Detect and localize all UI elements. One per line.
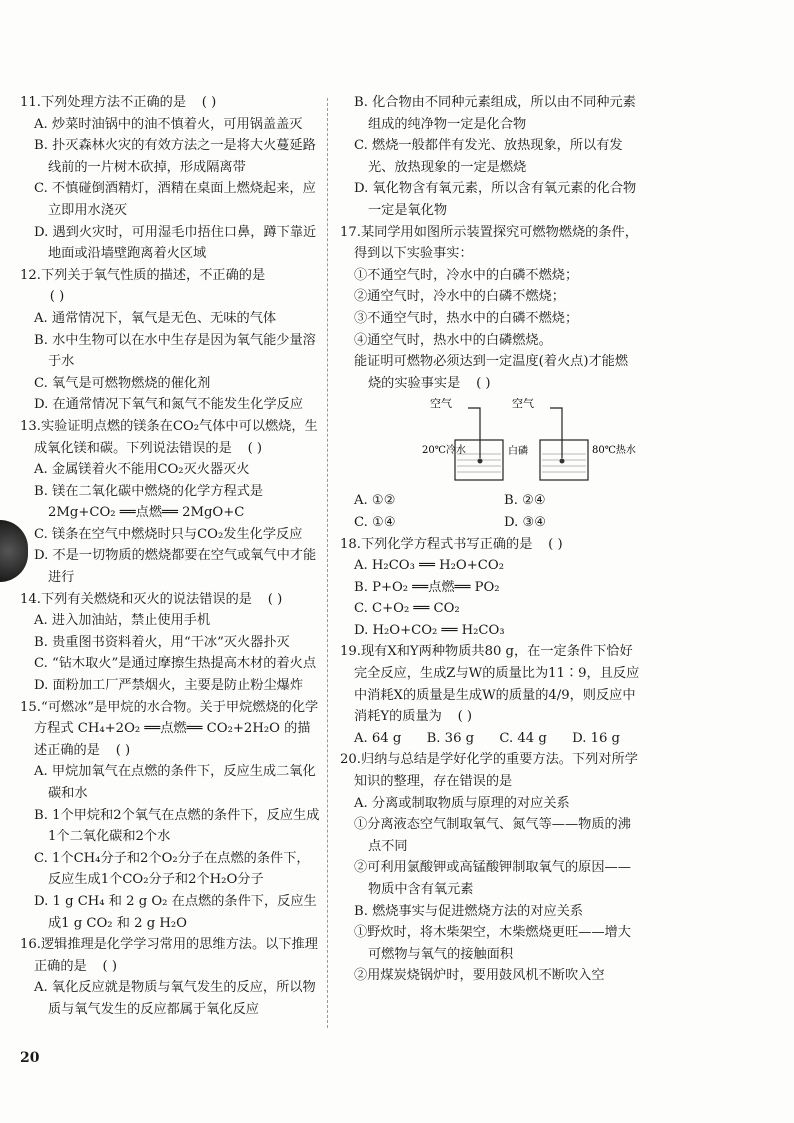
right-column <box>340 92 640 987</box>
option-d: D. ③④ <box>504 514 547 530</box>
option-a: A. 甲烷加氧气在点燃的条件下，反应生成二氧化碳和水 <box>34 764 316 801</box>
option-d: D. 在通常情况下氧气和氮气不能发生化学反应 <box>34 397 304 413</box>
experiment-figure <box>340 398 640 488</box>
label-white-phosphorus: 白磷 <box>508 446 528 458</box>
option-a-item-2: ②可利用氯酸钾或高锰酸钾制取氧气的原因——物质中含有氧元素 <box>354 860 631 897</box>
option-a: A. 通常情况下，氧气是无色、无味的气体 <box>34 310 277 326</box>
beaker-diagram <box>340 398 640 488</box>
question-stem: 14.下列有关燃烧和灭火的说法错误的是 <box>20 591 252 607</box>
option-c: C. 44 g <box>499 730 547 746</box>
question-14 <box>20 589 320 697</box>
option-a: A. 64 g <box>354 730 402 746</box>
question-stem: 11.下列处理方法不正确的是 <box>20 95 187 110</box>
fact-2: ②通空气时，冷水中的白磷不燃烧； <box>354 289 565 305</box>
left-column <box>20 92 320 1021</box>
answer-paren: ( ) <box>457 709 473 725</box>
question-ask: 能证明可燃物必须达到一定温度(着火点)才能燃烧的实验事实是 <box>354 354 629 391</box>
question-15 <box>20 697 320 935</box>
option-a: A. 炒菜时油锅中的油不慎着火，可用锅盖盖灭 <box>34 116 303 132</box>
question-stem: 19.现有X和Y两种物质共80 g，在一定条件下恰好完全反应，生成Z与W的质量比为11∶9，且反应中消耗X的质量是生成W的质量的4/9，则反应中消耗Y的质量为 <box>340 644 640 725</box>
option-d: D. 遇到火灾时，可用湿毛巾捂住口鼻，蹲下靠近地面或沿墙壁跑离着火区域 <box>34 224 317 262</box>
label-hot-water: 80℃热水 <box>592 445 636 457</box>
fact-4: ④通空气时，热水中的白磷燃烧。 <box>354 332 552 348</box>
option-d: D. 不是一切物质的燃烧都要在空气或氧气中才能进行 <box>34 548 317 586</box>
question-11 <box>20 92 320 265</box>
white-phosphorus-left <box>478 459 483 464</box>
question-13 <box>20 416 320 589</box>
option-c: C. “钻木取火”是通过摩擦生热提高木材的着火点 <box>34 656 317 672</box>
column-divider <box>327 98 328 1028</box>
fact-1: ①不通空气时，冷水中的白磷不燃烧； <box>354 267 579 283</box>
question-16 <box>20 934 320 1020</box>
option-c: C. 不慎碰倒酒精灯，酒精在桌面上燃烧起来，应立即用水浇灭 <box>34 181 316 218</box>
option-b-item-2: ②用煤炭烧锅炉时，要用鼓风机不断吹入空 <box>354 968 605 984</box>
option-c: C. ①④ <box>354 514 396 530</box>
answer-paren: ( ) <box>102 958 117 974</box>
option-b: B. 1个甲烷和2个氧气在点燃的条件下，反应生成1个二氧化碳和2个水 <box>34 807 320 845</box>
option-c: C. C+O₂ ══ CO₂ <box>354 601 460 617</box>
options-grid <box>340 490 640 533</box>
option-d: D. H₂O+CO₂ ══ H₂CO₃ <box>354 622 505 638</box>
option-a: A. 进入加油站，禁止使用手机 <box>34 613 211 629</box>
option-d: D. 16 g <box>572 730 620 746</box>
air-tube-right <box>550 408 562 458</box>
answer-paren: ( ) <box>201 95 217 110</box>
question-stem: 20.归纳与总结是学好化学的重要方法。下列对所学知识的整理，存在错误的是 <box>340 752 638 790</box>
label-cold-water: 20℃冷水 <box>422 445 466 457</box>
option-a: A. ①② <box>354 493 396 509</box>
page-number: 20 <box>20 1050 40 1066</box>
question-stem: 13.实验证明点燃的镁条在CO₂气体中可以燃烧，生成氧化镁和碳。下列说法错误的是 <box>20 418 318 456</box>
answer-paren: ( ) <box>49 289 65 305</box>
question-stem: 15.“可燃冰”是甲烷的水合物。关于甲烷燃烧的化学方程式 CH₄+2O₂ ══点燃══ CO₂+2H₂O 的描述正确的是 <box>20 699 319 758</box>
question-stem: 12.下列关于氧气性质的描述，不正确的是 <box>20 267 266 283</box>
option-b: B. 水中生物可以在水中生存是因为氧气能少量溶于水 <box>34 332 316 370</box>
question-20 <box>340 749 640 987</box>
option-b: B. 36 g <box>426 730 475 746</box>
option-b: B. 扑灭森林火灾的有效方法之一是将大火蔓延路线前的一片树木砍掉，形成隔离带 <box>34 138 316 175</box>
answer-paren: ( ) <box>476 375 491 391</box>
white-phosphorus-right <box>560 459 565 464</box>
option-b: B. P+O₂ ══点燃══ PO₂ <box>354 579 500 595</box>
option-c: C. 1个CH₄分子和2个O₂分子在点燃的条件下，反应生成1个CO₂分子和2个H₂O分子 <box>34 850 310 888</box>
question-12 <box>20 265 320 416</box>
question-19 <box>340 641 640 749</box>
option-c: C. 镁条在空气中燃烧时只与CO₂发生化学反应 <box>34 526 303 542</box>
option-a-heading: A. 分离或制取物质与原理的对应关系 <box>354 795 570 811</box>
question-stem: 18.下列化学方程式书写正确的是 <box>340 536 533 552</box>
option-b-item-1: ①野炊时，将木柴架空，木柴燃烧更旺——增大可燃物与氧气的接触面积 <box>354 925 631 962</box>
question-stem: 17.某同学用如图所示装置探究可燃物燃烧的条件，得到以下实验事实： <box>340 224 638 262</box>
option-b: B. ②④ <box>504 493 546 509</box>
air-tube-left <box>468 408 480 458</box>
answer-paren: ( ) <box>247 440 263 456</box>
answer-paren: ( ) <box>548 536 563 552</box>
question-18 <box>340 534 640 642</box>
option-a: A. 金属镁着火不能用CO₂灭火器灭火 <box>34 462 250 478</box>
option-b: B. 镁在二氧化碳中燃烧的化学方程式是2Mg+CO₂ ══点燃══ 2MgO+C <box>34 483 264 521</box>
label-air-right: 空气 <box>512 398 534 411</box>
answer-paren: ( ) <box>115 742 131 758</box>
question-17 <box>340 222 640 534</box>
option-d: D. 氧化物含有氧元素，所以含有氧元素的化合物一定是氧化物 <box>354 181 637 218</box>
question-16-continued <box>340 92 640 222</box>
option-a: A. 氧化反应就是物质与氧气发生的反应，所以物质与氧气发生的反应都属于氧化反应 <box>34 980 316 1017</box>
option-a: A. H₂CO₃ ══ H₂O+CO₂ <box>354 558 504 574</box>
label-air-left: 空气 <box>430 398 452 411</box>
option-c: C. 燃烧一般都伴有发光、放热现象，所以有发光、放热现象的一定是燃烧 <box>354 138 623 175</box>
answer-paren: ( ) <box>267 591 283 607</box>
option-d: D. 面粉加工厂严禁烟火，主要是防止粉尘爆炸 <box>34 678 304 694</box>
option-b: B. 贵重图书资料着火，用“干冰”灭火器扑灭 <box>34 634 290 650</box>
question-stem: 16.逻辑推理是化学学习常用的思维方法。以下推理正确的是 <box>20 937 318 974</box>
option-b: B. 化合物由不同种元素组成，所以由不同种元素组成的纯净物一定是化合物 <box>354 95 636 132</box>
options-row <box>340 728 640 750</box>
option-a-item-1: ①分离液态空气制取氧气、氮气等——物质的沸点不同 <box>354 817 631 854</box>
option-b-heading: B. 燃烧事实与促进燃烧方法的对应关系 <box>354 903 584 919</box>
option-c: C. 氧气是可燃物燃烧的催化剂 <box>34 375 211 391</box>
option-d: D. 1 g CH₄ 和 2 g O₂ 在点燃的条件下，反应生成1 g CO₂ 和 2 g H₂O <box>34 893 317 931</box>
fact-3: ③不通空气时，热水中的白磷不燃烧； <box>354 310 579 326</box>
